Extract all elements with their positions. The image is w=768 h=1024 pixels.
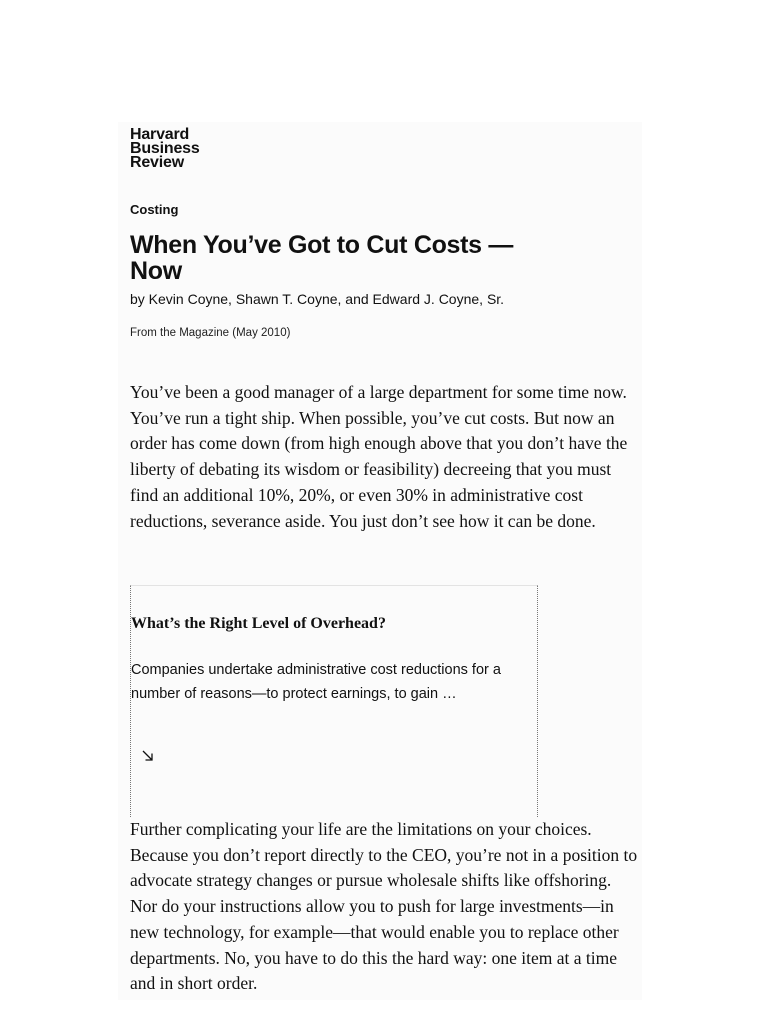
logo-line-1: Harvard xyxy=(130,126,190,143)
logo-line-3: Review xyxy=(130,154,184,171)
callout-title[interactable]: What’s the Right Level of Overhead? xyxy=(131,615,386,632)
related-article-callout[interactable] xyxy=(130,585,538,817)
issue-info: From the Magazine (May 2010) xyxy=(130,327,291,339)
logo-line-2: Business xyxy=(130,140,200,157)
hbr-logo[interactable] xyxy=(130,128,200,170)
byline: by Kevin Coyne, Shawn T. Coyne, and Edward J. Coyne, Sr. xyxy=(130,291,505,307)
article-paragraph-1: You’ve been a good manager of a large department for some time now. You’ve run a tight ship. When possible, you’ve cut costs. But now an order has come down (from high enough above that you don’t have the liberty of debating its wisdom or feasibility) decreeing that you must find an additional 10%, 20%, or even 30% in administrative cost reductions, severance aside. You just don’t see how it can be done. xyxy=(130,382,628,531)
callout-summary: Companies undertake administrative cost reductions for a number of reasons—to protect earnings, to gain … xyxy=(131,662,501,702)
arrow-down-right-icon[interactable] xyxy=(141,749,155,763)
article-paragraph-2: Further complicating your life are the limitations on your choices. Because you don’t report directly to the CEO, you’re not in a position to advocate strategy changes or pursue wholesale shifts like offshoring. Nor do your instructions allow you to push for large investments—in new technology, for example—that would enable you to replace other departments. No, you have to do this the hard way: one item at a time and in short order. xyxy=(130,819,638,994)
article-title: When You’ve Got to Cut Costs —Now xyxy=(130,231,514,285)
topic-link[interactable]: Costing xyxy=(130,202,179,217)
